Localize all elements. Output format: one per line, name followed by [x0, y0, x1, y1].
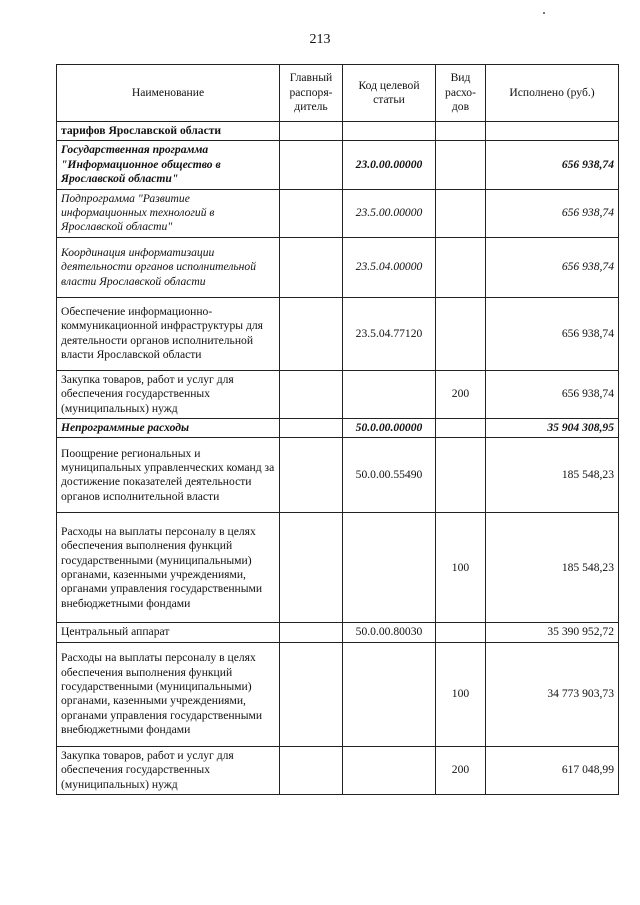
- cell-name: Поощрение региональных и муниципальных управленческих команд за достижение показателей деятельности органов исполнительной власти: [57, 438, 280, 513]
- cell-executed-amount: 34 773 903,73: [486, 642, 619, 746]
- header-expense-type: Вид расхо-дов: [436, 65, 486, 122]
- cell-executed-amount: 35 390 952,72: [486, 623, 619, 642]
- cell-executed-amount: 656 938,74: [486, 237, 619, 297]
- cell-target-code: [343, 513, 436, 623]
- cell-name: Государственная программа "Информационное общество в Ярославской области": [57, 141, 280, 189]
- cell-expense-type: [436, 419, 486, 438]
- table-row: [57, 189, 619, 237]
- cell-target-code: 23.0.00.00000: [343, 141, 436, 189]
- cell-name: Расходы на выплаты персоналу в целях обеспечения выполнения функций государственными (муниципальными) органами, казенными учреждениями, органами управления государственными внебюджетными фондами: [57, 513, 280, 623]
- cell-target-code: 23.5.04.00000: [343, 237, 436, 297]
- cell-executed-amount: 185 548,23: [486, 513, 619, 623]
- cell-name: Центральный аппарат: [57, 623, 280, 642]
- table-row: [57, 642, 619, 746]
- cell-name: Подпрограмма "Развитие информационных технологий в Ярославской области": [57, 189, 280, 237]
- cell-name: тарифов Ярославской области: [57, 122, 280, 141]
- scan-mark: [543, 12, 545, 14]
- cell-chief-manager: [280, 623, 343, 642]
- cell-target-code: [343, 746, 436, 794]
- table-header-row: [57, 65, 619, 122]
- cell-expense-type: 200: [436, 370, 486, 418]
- cell-expense-type: [436, 297, 486, 370]
- cell-target-code: 50.0.00.55490: [343, 438, 436, 513]
- cell-chief-manager: [280, 419, 343, 438]
- table-row: [57, 122, 619, 141]
- cell-executed-amount: 35 904 308,95: [486, 419, 619, 438]
- cell-executed-amount: 656 938,74: [486, 189, 619, 237]
- cell-name: Закупка товаров, работ и услуг для обеспечения государственных (муниципальных) нужд: [57, 746, 280, 794]
- cell-expense-type: [436, 438, 486, 513]
- cell-executed-amount: 656 938,74: [486, 297, 619, 370]
- table-row: [57, 141, 619, 189]
- cell-target-code: [343, 370, 436, 418]
- cell-chief-manager: [280, 237, 343, 297]
- table-row: [57, 419, 619, 438]
- header-executed-amount: Исполнено (руб.): [486, 65, 619, 122]
- table-row: [57, 438, 619, 513]
- cell-expense-type: 100: [436, 642, 486, 746]
- cell-name: Обеспечение информационно-коммуникационной инфраструктуры для деятельности органов исполнительной власти Ярославской области: [57, 297, 280, 370]
- cell-target-code: [343, 122, 436, 141]
- cell-target-code: 23.5.00.00000: [343, 189, 436, 237]
- cell-executed-amount: 656 938,74: [486, 370, 619, 418]
- cell-expense-type: [436, 189, 486, 237]
- cell-chief-manager: [280, 513, 343, 623]
- cell-expense-type: [436, 141, 486, 189]
- table-row: [57, 623, 619, 642]
- cell-target-code: [343, 642, 436, 746]
- cell-name: Расходы на выплаты персоналу в целях обеспечения выполнения функций государственными (муниципальными) органами, казенными учреждениями, органами управления государственными внебюджетными фондами: [57, 642, 280, 746]
- cell-target-code: 23.5.04.77120: [343, 297, 436, 370]
- cell-executed-amount: [486, 122, 619, 141]
- cell-expense-type: 200: [436, 746, 486, 794]
- cell-executed-amount: 617 048,99: [486, 746, 619, 794]
- table-row: [57, 297, 619, 370]
- cell-target-code: 50.0.00.00000: [343, 419, 436, 438]
- table-row: [57, 513, 619, 623]
- cell-executed-amount: 656 938,74: [486, 141, 619, 189]
- table-row: [57, 370, 619, 418]
- cell-chief-manager: [280, 189, 343, 237]
- expenditure-table: [56, 64, 619, 795]
- header-target-code: Код целевой статьи: [343, 65, 436, 122]
- cell-name: Закупка товаров, работ и услуг для обеспечения государственных (муниципальных) нужд: [57, 370, 280, 418]
- header-name: Наименование: [57, 65, 280, 122]
- cell-chief-manager: [280, 122, 343, 141]
- cell-target-code: 50.0.00.80030: [343, 623, 436, 642]
- cell-name: Координация информатизации деятельности органов исполнительной власти Ярославской области: [57, 237, 280, 297]
- page-number: 213: [309, 32, 331, 47]
- cell-chief-manager: [280, 642, 343, 746]
- cell-expense-type: [436, 237, 486, 297]
- cell-name: Непрограммные расходы: [57, 419, 280, 438]
- table-row: [57, 237, 619, 297]
- cell-chief-manager: [280, 297, 343, 370]
- cell-chief-manager: [280, 746, 343, 794]
- table-row: [57, 746, 619, 794]
- cell-expense-type: 100: [436, 513, 486, 623]
- cell-executed-amount: 185 548,23: [486, 438, 619, 513]
- cell-chief-manager: [280, 370, 343, 418]
- cell-expense-type: [436, 122, 486, 141]
- header-chief-manager: Главный распоря-дитель: [280, 65, 343, 122]
- cell-expense-type: [436, 623, 486, 642]
- cell-chief-manager: [280, 141, 343, 189]
- cell-chief-manager: [280, 438, 343, 513]
